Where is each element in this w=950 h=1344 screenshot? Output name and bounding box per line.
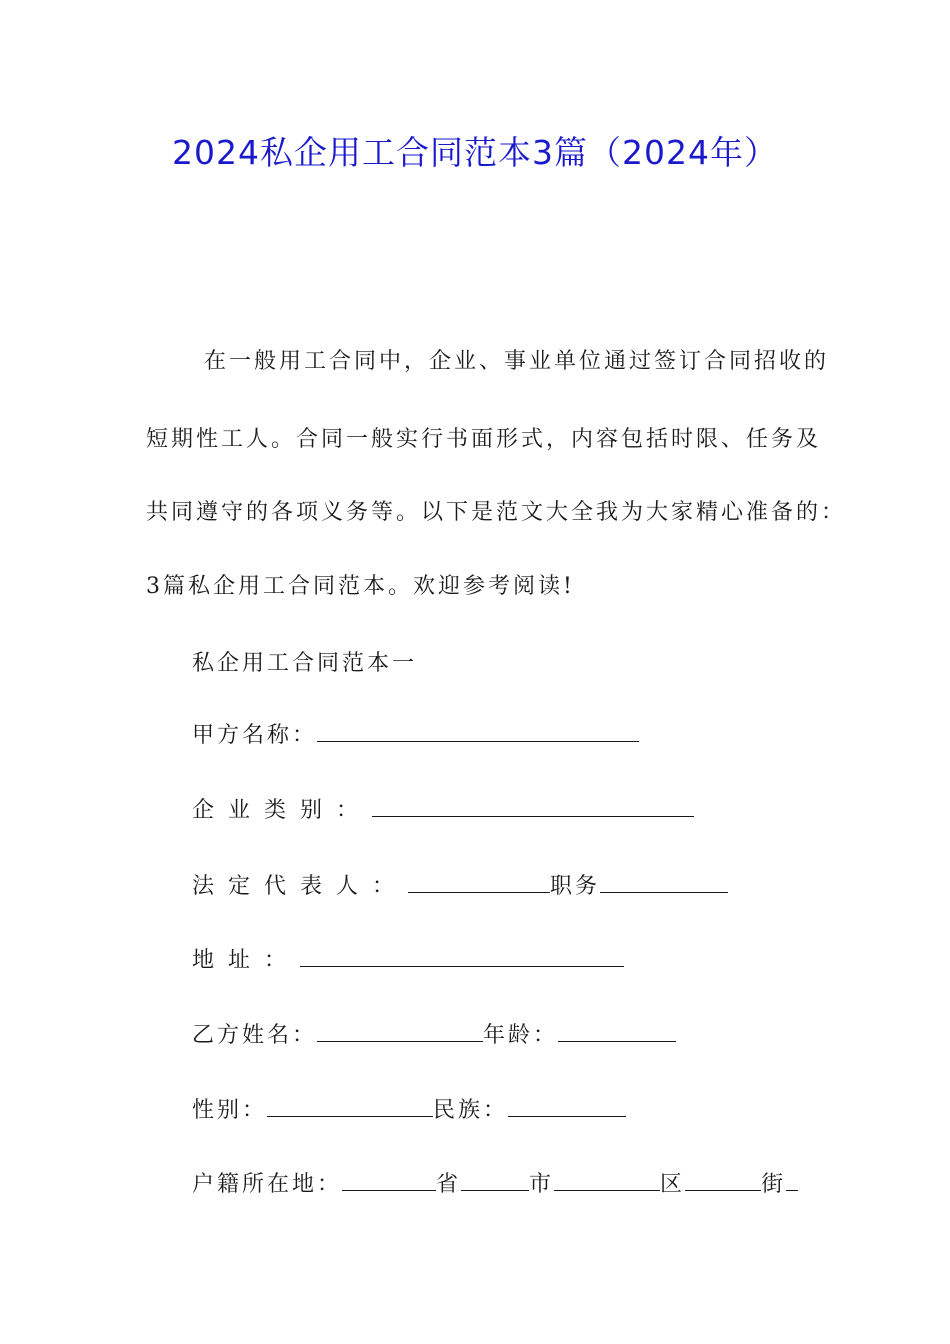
intro-line-2: 短期性工人。合同一般实行书面形式，内容包括时限、任务及 [146, 427, 822, 452]
ethnicity-label: 民族： [433, 1098, 509, 1123]
section-heading: 私企用工合同范本一 [192, 651, 418, 676]
city-blank [461, 1170, 529, 1191]
enterprise-type-row [192, 793, 694, 824]
address-blank [300, 946, 624, 967]
household-label: 户籍所在地： [192, 1172, 343, 1197]
party-b-name-label: 乙方姓名： [192, 1023, 318, 1048]
address-label: 地址： [192, 948, 301, 973]
province-blank [342, 1170, 436, 1191]
enterprise-type-blank [372, 796, 694, 817]
street-label: 街 [761, 1172, 787, 1197]
document-title: 2024私企用工合同范本3篇（2024年） [172, 133, 778, 172]
intro-line-3: 共同遵守的各项义务等。以下是范文大全我为大家精心准备的： [146, 500, 847, 525]
address-row [192, 943, 624, 974]
legal-rep-label: 法定代表人： [192, 874, 409, 899]
age-label: 年龄： [483, 1023, 559, 1048]
party-a-name-row [192, 718, 639, 749]
position-blank [600, 872, 728, 893]
party-a-name-blank [317, 721, 639, 742]
province-label: 省 [436, 1172, 462, 1197]
enterprise-type-label: 企业类别： [192, 798, 373, 823]
party-b-name-blank [317, 1021, 483, 1042]
age-blank [558, 1021, 676, 1042]
street-blank [685, 1170, 761, 1191]
legal-rep-blank [408, 872, 550, 893]
party-a-name-label: 甲方名称： [192, 723, 318, 748]
intro-line-4: 3篇私企用工合同范本。欢迎参考阅读! [146, 574, 575, 599]
district-label: 区 [660, 1172, 686, 1197]
intro-line-1: 在一般用工合同中，企业、事业单位通过签订合同招收的 [204, 349, 830, 374]
gender-row [192, 1093, 626, 1124]
gender-label: 性别： [192, 1098, 268, 1123]
district-blank [554, 1170, 660, 1191]
household-row [192, 1167, 798, 1198]
street-trailing-blank [786, 1170, 798, 1191]
city-label: 市 [529, 1172, 555, 1197]
party-b-row [192, 1018, 676, 1049]
gender-blank [267, 1096, 433, 1117]
legal-rep-row [192, 869, 728, 900]
position-label: 职务 [550, 874, 601, 899]
ethnicity-blank [508, 1096, 626, 1117]
